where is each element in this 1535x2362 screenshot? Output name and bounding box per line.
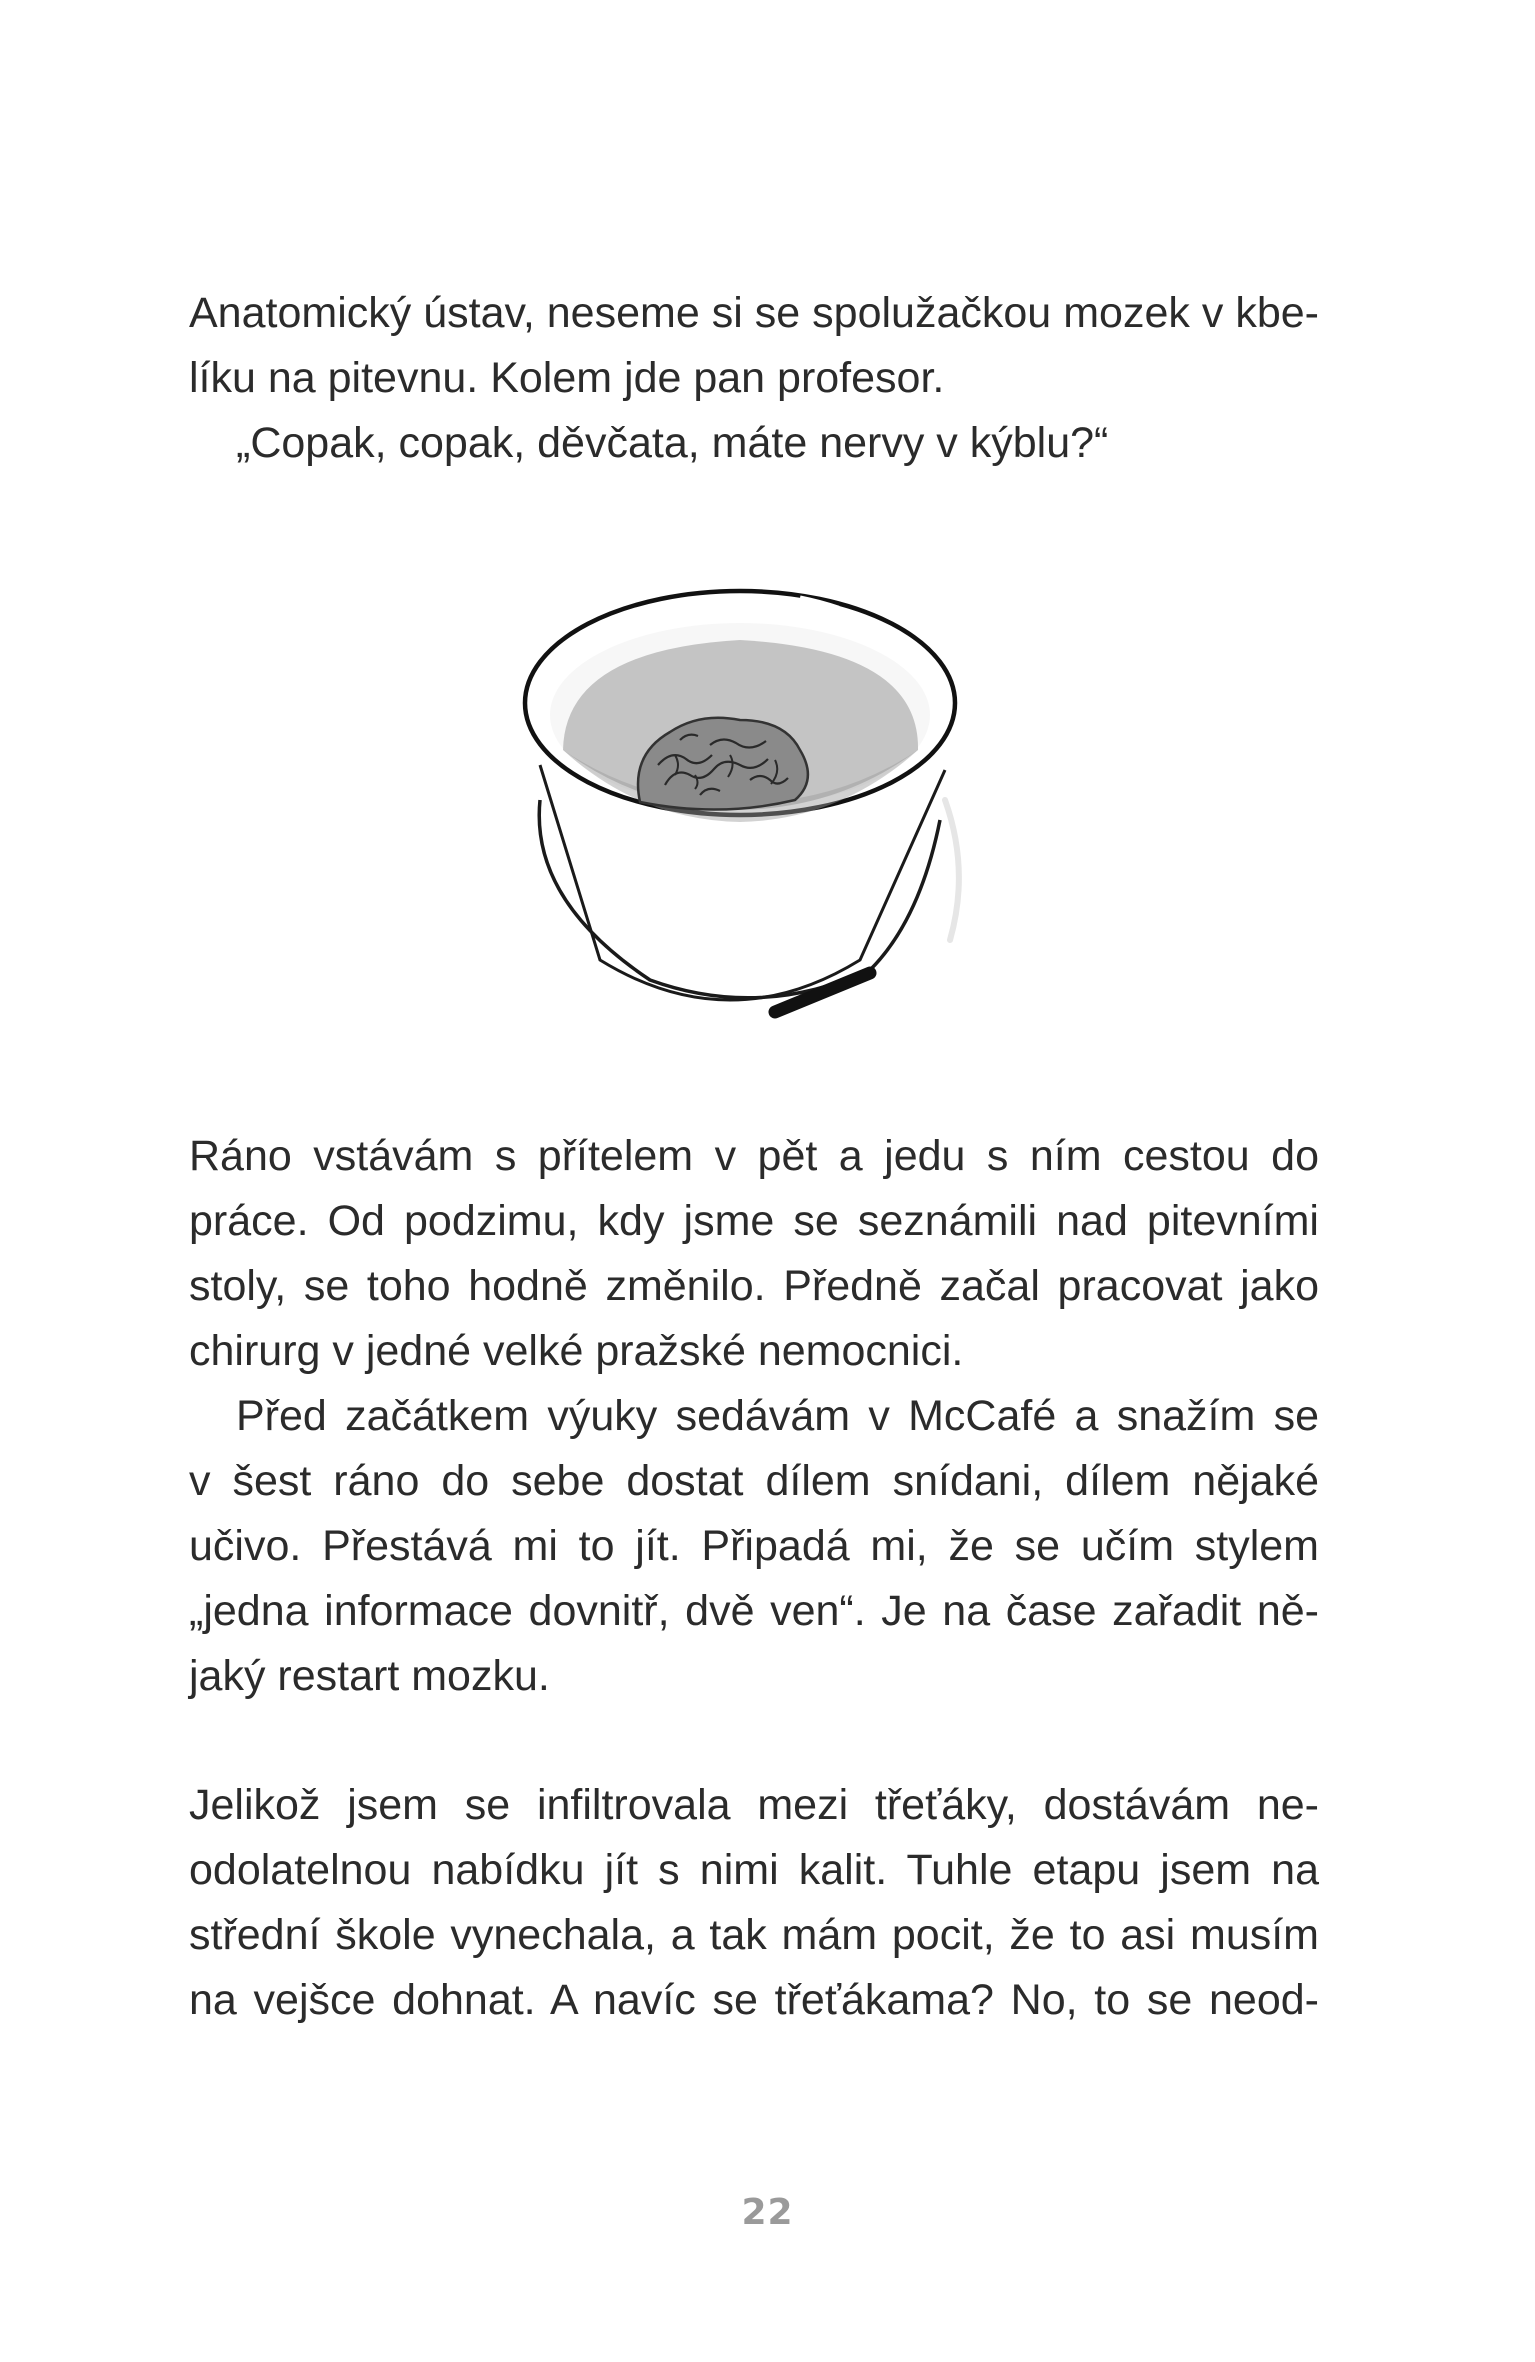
paragraph-4 bbox=[189, 1773, 1319, 2033]
text-line: chirurg v jedné velké pražské nemocnici. bbox=[189, 1327, 964, 1375]
page-number: 22 bbox=[741, 2192, 794, 2233]
paragraph-1 bbox=[189, 281, 1319, 476]
text-line: odolatelnou nabídku jít s nimi kalit. Tuhle etapu jsem na bbox=[189, 1846, 1319, 1894]
paragraph-3 bbox=[189, 1384, 1319, 1709]
text-line: Anatomický ústav, neseme si se spolužačkou mozek v kbe- bbox=[189, 289, 1319, 337]
dialogue-line: „Copak, copak, děvčata, máte nervy v kýblu?“ bbox=[236, 419, 1109, 467]
text-line: na vejšce dohnat. A navíc se třeťákama? No, to se neod- bbox=[189, 1976, 1319, 2024]
brain-bucket-icon bbox=[500, 540, 980, 1040]
brain-bucket-illustration bbox=[500, 540, 980, 1045]
paragraph-2 bbox=[189, 1124, 1319, 1384]
text-line: Před začátkem výuky sedávám v McCafé a snažím se bbox=[236, 1392, 1319, 1440]
text-line: Jelikož jsem se infiltrovala mezi třeťáky, dostávám ne- bbox=[189, 1781, 1319, 1829]
text-line: „jedna informace dovnitř, dvě ven“. Je na čase zařadit ně- bbox=[189, 1587, 1319, 1635]
text-line: učivo. Přestává mi to jít. Připadá mi, že se učím stylem bbox=[189, 1522, 1319, 1570]
text-line: střední škole vynechala, a tak mám pocit, že to asi musím bbox=[189, 1911, 1319, 1959]
text-line: jaký restart mozku. bbox=[189, 1652, 550, 1700]
text-line: Ráno vstávám s přítelem v pět a jedu s ním cestou do bbox=[189, 1132, 1319, 1180]
text-line: stoly, se toho hodně změnilo. Předně začal pracovat jako bbox=[189, 1262, 1319, 1310]
text-line: práce. Od podzimu, kdy jsme se seznámili nad pitevními bbox=[189, 1197, 1319, 1245]
text-line: líku na pitevnu. Kolem jde pan profesor. bbox=[189, 354, 945, 402]
text-line: v šest ráno do sebe dostat dílem snídani, dílem nějaké bbox=[189, 1457, 1319, 1505]
